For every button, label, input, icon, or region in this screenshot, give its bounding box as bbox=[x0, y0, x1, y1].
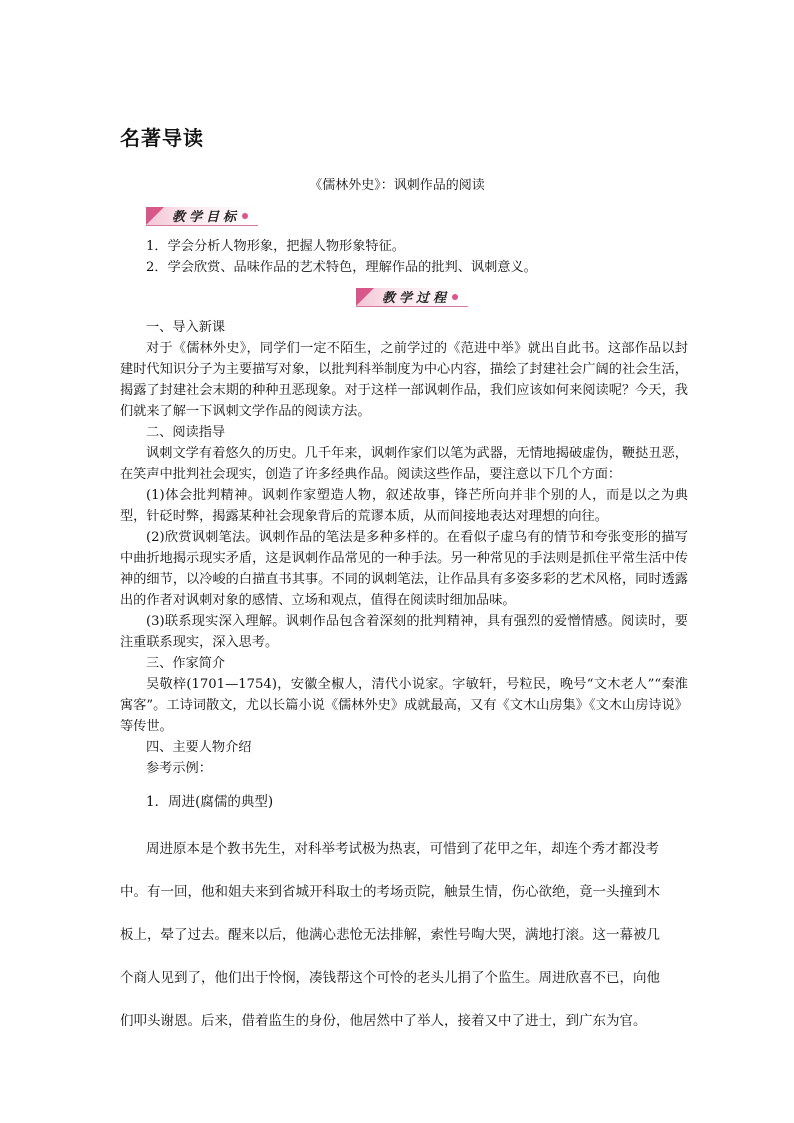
banner-flag bbox=[356, 288, 468, 307]
character-heading: 1．周进(腐儒的典型) bbox=[146, 794, 274, 810]
process-section bbox=[120, 317, 688, 779]
goals-list bbox=[120, 236, 688, 278]
section-heading: 三、作家简介 bbox=[146, 656, 226, 671]
paragraph: 吴敬梓(1701—1754)，安徽全椒人，清代小说家。字敏轩，号粒民，晚号“文木老人”“秦淮寓客”。工诗词散文，尤以长篇小说《儒林外史》成就最高，又有《文木山房集》《文木山房诗说》等传世。 bbox=[120, 677, 688, 734]
description-line: 们叩头谢恩。后来，借着监生的身份，他居然中了举人，接着又中了进士，到广东为官。 bbox=[120, 1013, 647, 1029]
banner-dot-icon bbox=[242, 213, 248, 219]
banner-label: 教学过程 bbox=[382, 291, 451, 306]
lesson-subtitle: 《儒林外史》：讽刺作品的阅读 bbox=[309, 178, 485, 193]
paragraph: 参考示例： bbox=[146, 761, 212, 776]
section-heading: 四、主要人物介绍 bbox=[146, 740, 252, 755]
description-line: 板上，晕了过去。醒来以后，他满心悲怆无法排解，索性号啕大哭，满地打滚。这一幕被几 bbox=[120, 927, 660, 943]
banner-dot-icon bbox=[452, 294, 458, 300]
paragraph: 讽刺文学有着悠久的历史。几千年来，讽刺作家们以笔为武器，无情地揭破虚伪，鞭挞丑恶，在笑声中批判社会现实，创造了许多经典作品。阅读这些作品，要注意以下几个方面： bbox=[120, 446, 688, 482]
banner-teaching-goals bbox=[146, 206, 258, 226]
section-heading: 一、导入新课 bbox=[146, 320, 226, 335]
paragraph: (2)欣赏讽刺笔法。讽刺作品的笔法是多种多样的。在看似子虚乌有的情节和夸张变形的描写中曲折地揭示现实矛盾，这是讽刺作品常见的一种手法。另一种常见的手法则是抓住平常生活中传神的细节，以冷峻的白描直书其事。不同的讽刺笔法，让作品具有多姿多彩的艺术风格，同时透露出的作者对讽刺对象的感情、立场和观点，值得在阅读时细加品味。 bbox=[120, 530, 688, 608]
description-line: 个商人见到了，他们出于怜悯，凑钱帮这个可怜的老头儿捐了个监生。周进欣喜不已，向他 bbox=[120, 970, 660, 986]
paragraph: (3)联系现实深入理解。讽刺作品包含着深刻的批判精神，具有强烈的爱憎情感。阅读时，要注重联系现实，深入思考。 bbox=[120, 614, 688, 650]
section-heading: 二、阅读指导 bbox=[146, 425, 226, 440]
goal-item: 2．学会欣赏、品味作品的艺术特色，理解作品的批判、讽刺意义。 bbox=[146, 260, 537, 275]
description-line: 周进原本是个教书先生，对科举考试极为热衷，可惜到了花甲之年，却连个秀才都没考 bbox=[146, 841, 659, 857]
banner-flag bbox=[146, 207, 258, 226]
goal-item: 1．学会分析人物形象，把握人物形象特征。 bbox=[146, 239, 405, 254]
description-line: 中。有一回，他和姐夫来到省城开科取士的考场贡院，触景生情，伤心欲绝，竟一头撞到木 bbox=[120, 884, 660, 900]
banner-label: 教学目标 bbox=[172, 210, 241, 225]
character-description bbox=[120, 828, 688, 1043]
paragraph: (1)体会批判精神。讽刺作家塑造人物，叙述故事，锋芒所向并非个别的人，而是以之为典型，针砭时弊，揭露某种社会现象背后的荒谬本质，从而间接地表达对理想的向往。 bbox=[120, 488, 688, 524]
page-title: 名著导读 bbox=[120, 126, 204, 150]
banner-teaching-process bbox=[356, 287, 468, 307]
paragraph: 对于《儒林外史》，同学们一定不陌生，之前学过的《范进中举》就出自此书。这部作品以封建时代知识分子为主要描写对象，以批判科举制度为中心内容，描绘了封建社会广阔的社会生活，揭露了封建社会末期的种种丑恶现象。对于这样一部讽刺作品，我们应该如何来阅读呢？今天，我们就来了解一下讽刺文学作品的阅读方法。 bbox=[120, 341, 688, 419]
